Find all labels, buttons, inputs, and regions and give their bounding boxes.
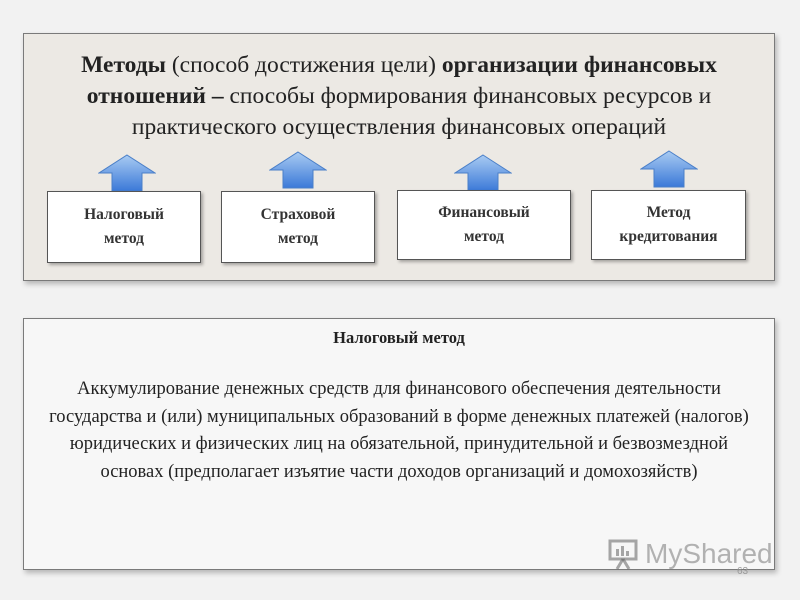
method-box-credit: [591, 190, 746, 260]
up-arrow-icon: [640, 150, 698, 188]
up-arrow-icon: [454, 154, 512, 192]
methods-panel: [23, 33, 775, 281]
method-label-line1: Страховой: [260, 206, 336, 223]
method-label-line1: Налоговый: [84, 206, 164, 223]
up-arrow-icon: [269, 151, 327, 189]
method-label-line1: Метод: [646, 204, 691, 221]
method-label-line2: метод: [463, 228, 504, 245]
method-label-line2: метод: [277, 230, 318, 247]
page-number: 63: [737, 566, 749, 577]
description-title: Налоговый метод: [333, 328, 465, 347]
title-term: Методы: [81, 52, 166, 78]
description-panel: [23, 318, 775, 570]
watermark-text: MyShared: [645, 538, 773, 569]
method-box-financial: [397, 190, 571, 260]
method-box-tax: [47, 191, 201, 263]
title-subject: организации финансовых отношений –: [86, 52, 717, 109]
method-box-insurance: [221, 191, 375, 263]
title-definition: способы формирования финансовых ресурсов и практического осуществления финансовых операций: [131, 83, 712, 140]
up-arrow-icon: [98, 154, 156, 192]
method-label-line1: Финансовый: [438, 204, 530, 221]
method-label-line2: кредитования: [619, 228, 718, 245]
presentation-board-icon: [607, 537, 641, 571]
method-label-line2: метод: [104, 230, 144, 247]
description-text: Аккумулирование денежных средств для финансового обеспечения деятельности государства и (или) муниципальных образований в форме денежных платежей (налогов) юридических и физических лиц на обязательной, принудительной и безвозмездной основах (предполагает изъятие части доходов организаций и домохозяйств): [49, 379, 749, 482]
diagram-title: [30, 50, 768, 143]
title-parenthetical: (способ достижения цели): [165, 52, 442, 78]
